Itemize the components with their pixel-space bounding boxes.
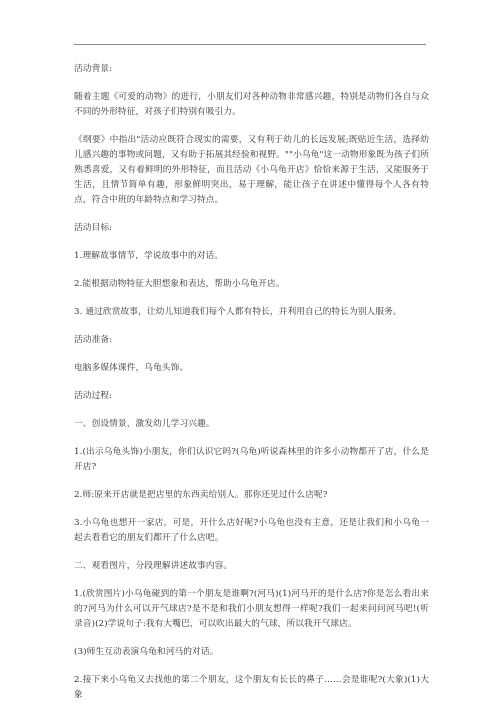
- section-heading-background: 活动背景:: [74, 64, 113, 74]
- section-heading-goals: 活动目标:: [74, 223, 113, 233]
- list-item: 3.小乌龟也想开一家店，可是，开什么店好呢?小乌龟也没有主意，还是让我们和小乌龟一起去看看它的朋友们都开了什么店吧。: [74, 518, 429, 543]
- list-item: 1.(欣赏图片)小乌龟碰到的第一个朋友是谁啊?(河马)(1)河马开的是什么店?你是怎么看出来的?河马为什么可以开气球店?是不是和我们小朋友想得一样呢?我们一起来问问河马吧!(听录音)(2)学说句子:我有大嘴巴，可以吹出最大的气球，所以我开气球店。: [74, 589, 429, 629]
- subsection-heading: 二、观看图片，分段理解讲述故事内容。: [74, 561, 233, 571]
- paragraph: 随着主题《可爱的动物》的进行，小朋友们对各种动物非常感兴趣，特别是动物们各自与众不同的外形特征，对孩子们特别有吸引力。: [74, 92, 429, 117]
- list-item: 3. 通过欣赏故事，让幼儿知道我们每个人都有特长，并利用自己的特长为别人服务。: [74, 307, 402, 317]
- list-item: 1.理解故事情节，学说故事中的对话。: [74, 251, 224, 261]
- paragraph: 电脑多媒体课件，乌龟头饰。: [74, 363, 189, 373]
- subsection-heading: 一、创设情景，激发幼儿学习兴趣。: [74, 419, 215, 429]
- paragraph: 《纲要》中指出"活动应既符合现实的需要，又有利于幼儿的长远发展;既贴近生活，选择幼儿感兴趣的事物或问题，又有助于拓展其经验和视野。""小乌龟"这一动物形象既为孩子们所熟悉喜爱，又有着鲜明的外形特征，而且活动《小乌龟开店》恰恰来源于生活，又能服务于生活，且情节简单有趣，形象鲜明突出，易于理解，能让孩子在讲述中懂得每个人各有特点，符合中班的年龄特点和学习特点。: [74, 135, 429, 205]
- list-item: 2.接下来小乌龟又去找他的第二个朋友，这个朋友有长长的鼻子……会是谁呢?(大象)(1)大象: [74, 675, 429, 700]
- list-item: 1.(出示乌龟头饰)小朋友，你们认识它吗?(乌龟)听说森林里的许多小动物都开了店，什么是开店?: [74, 447, 429, 472]
- list-item: 2.能根据动物特征大胆想象和表达，帮助小乌龟开店。: [74, 279, 285, 289]
- document-body: [74, 62, 429, 716]
- section-heading-preparation: 活动准备:: [74, 335, 113, 345]
- list-item: (3)师生互动表演乌龟和河马的对话。: [74, 647, 219, 657]
- list-item: 2.师:原来开店就是把店里的东西卖给别人。那你还见过什么店呢?: [74, 490, 328, 500]
- header-rule: [74, 44, 426, 45]
- section-heading-process: 活动过程:: [74, 391, 113, 401]
